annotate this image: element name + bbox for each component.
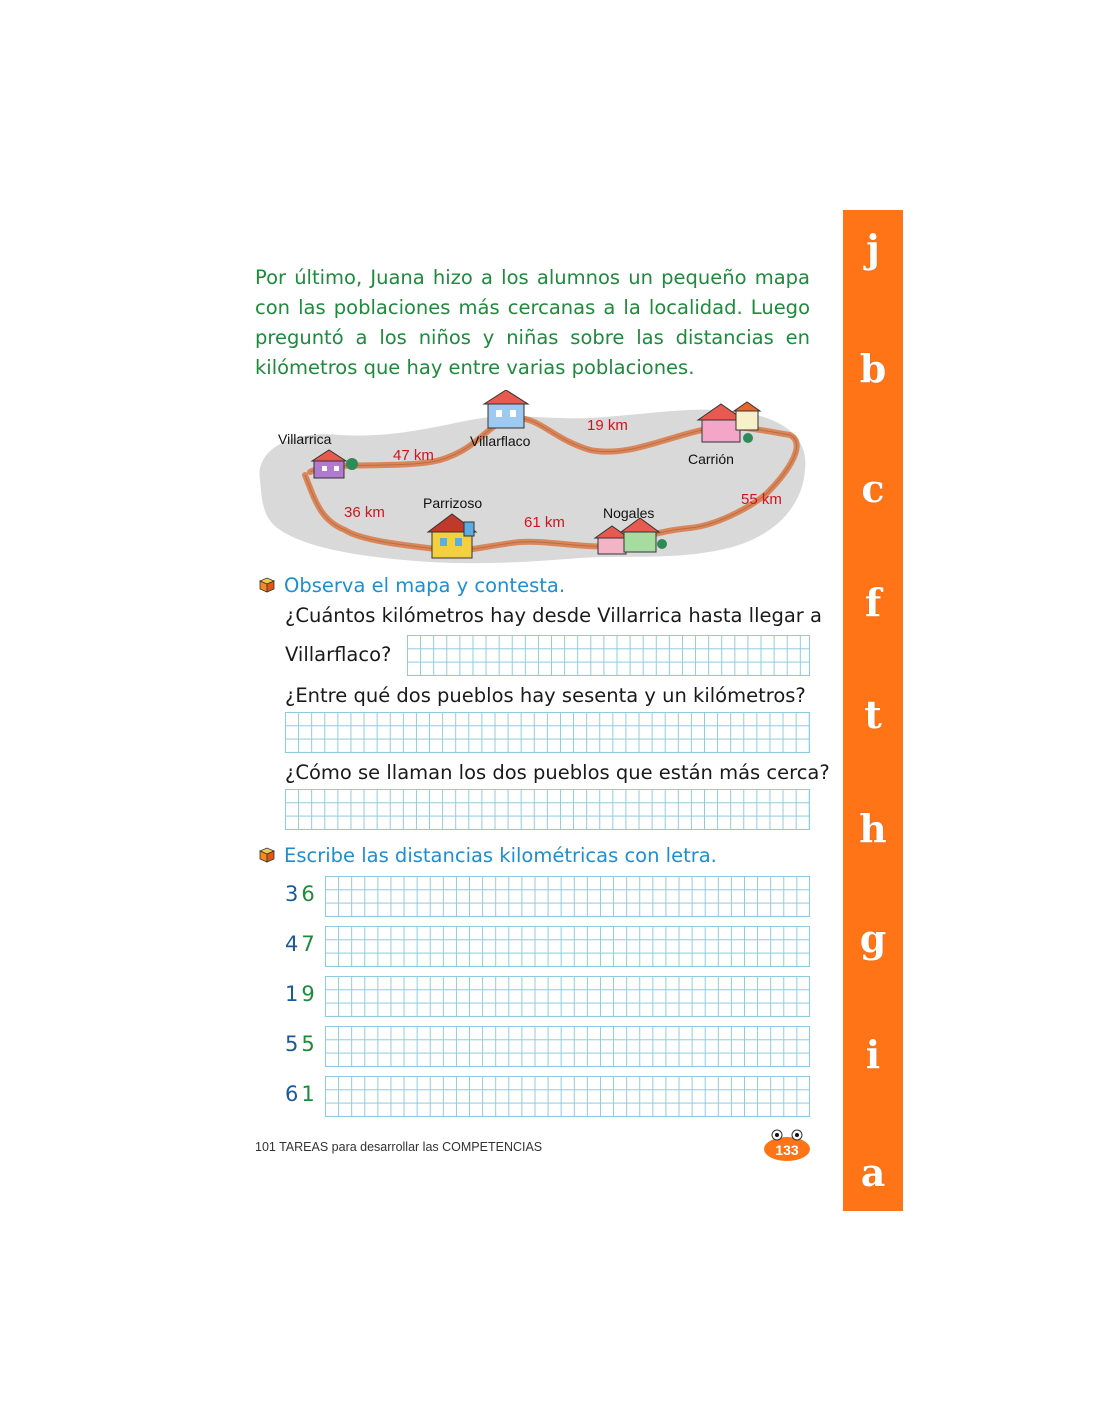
- alphabet-sidebar: [843, 210, 903, 1211]
- question-3: ¿Cómo se llaman los dos pueblos que están más cerca?: [285, 761, 830, 784]
- cube-bullet-icon: [258, 846, 276, 864]
- distance-36-label: 36 km: [344, 504, 385, 521]
- answer-grid-36[interactable]: [325, 876, 810, 917]
- section-write-label: Escribe las distancias kilométricas con letra.: [284, 843, 717, 867]
- label-carrion: Carrión: [688, 451, 734, 467]
- section-observe-title: [258, 571, 565, 599]
- distance-19-label: 19 km: [587, 417, 628, 434]
- number-19: 19: [285, 982, 318, 1006]
- section-write-title: [258, 841, 717, 869]
- intro-paragraph: Por último, Juana hizo a los alumnos un pequeño mapa con las poblaciones más cercanas a la localidad. Luego preguntó a los niños y niñas sobre las distancias en kilómetros que hay entre varias poblaciones.: [255, 266, 810, 379]
- answer-grid-q3[interactable]: [285, 789, 810, 830]
- towns-map: [250, 390, 810, 570]
- sidebar-letter-icon: g: [859, 916, 887, 961]
- number-55: 55: [285, 1032, 318, 1056]
- sidebar-letter-icon: b: [859, 346, 887, 391]
- label-nogales: Nogales: [603, 505, 655, 521]
- answer-grid-q1[interactable]: [407, 635, 810, 676]
- house-villarflaco-icon: [484, 390, 528, 428]
- number-36: 36: [285, 882, 318, 906]
- label-villarrica: Villarrica: [278, 431, 332, 447]
- question-1-line-2: Villarflaco?: [285, 643, 392, 666]
- sidebar-letter-icon: c: [861, 466, 885, 511]
- label-parrizoso: Parrizoso: [423, 495, 483, 511]
- page-number-badge: [762, 1128, 812, 1162]
- house-carrion-icon: [698, 402, 760, 443]
- page-number: 133: [775, 1142, 799, 1158]
- answer-grid-q2[interactable]: [285, 712, 810, 753]
- distance-55-label: 55 km: [741, 491, 782, 508]
- distance-61-label: 61 km: [524, 514, 565, 531]
- number-47: 47: [285, 932, 318, 956]
- sidebar-letter-icon: t: [864, 692, 882, 737]
- sidebar-letter-icon: h: [859, 806, 887, 851]
- answer-grid-61[interactable]: [325, 1076, 810, 1117]
- label-villarflaco: Villarflaco: [470, 433, 531, 449]
- sidebar-letter-icon: a: [860, 1150, 886, 1195]
- sidebar-letter-icon: f: [864, 580, 882, 625]
- distance-47-label: 47 km: [393, 447, 434, 464]
- question-1-line-1: ¿Cuántos kilómetros hay desde Villarrica hasta llegar a: [285, 604, 822, 627]
- cube-bullet-icon: [258, 576, 276, 594]
- number-61: 61: [285, 1082, 318, 1106]
- sidebar-letter-icon: j: [866, 226, 880, 271]
- question-2: ¿Entre qué dos pueblos hay sesenta y un kilómetros?: [285, 684, 806, 707]
- answer-grid-47[interactable]: [325, 926, 810, 967]
- answer-grid-55[interactable]: [325, 1026, 810, 1067]
- footer-book-title: 101 TAREAS para desarrollar las COMPETENCIAS: [255, 1140, 543, 1154]
- sidebar-letter-icon: i: [865, 1032, 881, 1077]
- section-observe-label: Observa el mapa y contesta.: [284, 573, 566, 597]
- answer-grid-19[interactable]: [325, 976, 810, 1017]
